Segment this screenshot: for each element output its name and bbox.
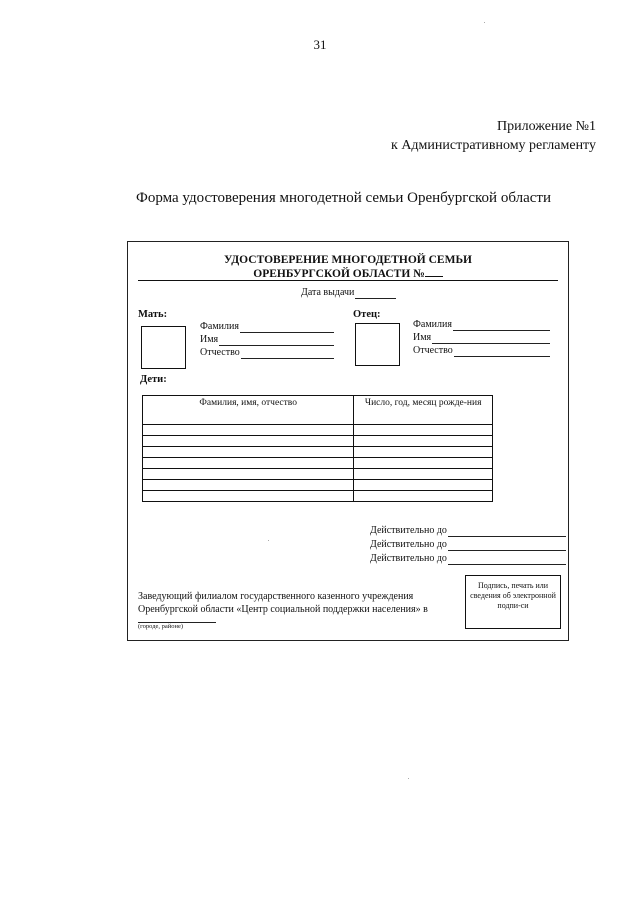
mother-name-line xyxy=(219,336,334,346)
signature-stamp-box: Подпись, печать или сведения об электронной подпи-си xyxy=(465,575,561,629)
father-name-label: Имя xyxy=(413,332,432,343)
birth-date-cell[interactable] xyxy=(354,425,493,436)
full-name-cell[interactable] xyxy=(143,491,354,502)
table-row xyxy=(143,480,493,491)
valid-until-line xyxy=(448,527,566,537)
appendix-line-2: к Административному регламенту xyxy=(391,138,596,153)
certificate-title-line-2 xyxy=(128,267,568,281)
valid-until-line xyxy=(448,555,566,565)
column-header-full-name: Фамилия, имя, отчество xyxy=(143,396,354,425)
valid-until-field[interactable] xyxy=(370,537,566,551)
table-row xyxy=(143,436,493,447)
valid-until-label: Действительно до xyxy=(370,525,447,536)
mother-patronymic-label: Отчество xyxy=(200,347,240,358)
column-header-birth-date: Число, год, месяц рожде-ния xyxy=(354,396,493,425)
birth-date-cell[interactable] xyxy=(354,458,493,469)
full-name-cell[interactable] xyxy=(143,425,354,436)
full-name-cell[interactable] xyxy=(143,469,354,480)
birth-date-cell[interactable] xyxy=(354,447,493,458)
father-surname-line xyxy=(453,321,550,331)
mother-fields xyxy=(200,320,334,359)
valid-until-label: Действительно до xyxy=(370,539,447,550)
city-caption: (городе, районе) xyxy=(138,623,184,630)
father-patronymic-line xyxy=(454,347,550,357)
issue-date-field[interactable] xyxy=(301,286,396,299)
father-name-line xyxy=(432,334,550,344)
manager-text: Заведующий филиалом государственного казенного учреждения Оренбургской области «Центр социальной поддержки населения» в xyxy=(138,591,428,615)
table-row xyxy=(143,425,493,436)
title-divider xyxy=(138,280,558,281)
mother-photo-box xyxy=(141,326,186,369)
mother-label: Мать: xyxy=(138,309,168,320)
table-row xyxy=(143,458,493,469)
father-photo-box xyxy=(355,323,400,366)
full-name-cell[interactable] xyxy=(143,458,354,469)
father-surname-field[interactable] xyxy=(413,318,550,331)
certificate-number-line xyxy=(425,267,443,277)
full-name-cell[interactable] xyxy=(143,480,354,491)
certificate-card xyxy=(127,241,569,641)
mother-patronymic-line xyxy=(241,349,334,359)
scan-speck xyxy=(408,778,409,779)
father-label: Отец: xyxy=(353,309,381,320)
certificate-number-label: ОРЕНБУРГСКОЙ ОБЛАСТИ № xyxy=(253,268,425,280)
birth-date-cell[interactable] xyxy=(354,469,493,480)
birth-date-cell[interactable] xyxy=(354,436,493,447)
scan-speck xyxy=(268,540,269,541)
father-surname-label: Фамилия xyxy=(413,319,452,330)
appendix-line-1: Приложение №1 xyxy=(497,119,596,134)
mother-name-field[interactable] xyxy=(200,333,334,346)
birth-date-cell[interactable] xyxy=(354,480,493,491)
birth-date-cell[interactable] xyxy=(354,491,493,502)
father-patronymic-field[interactable] xyxy=(413,344,550,357)
full-name-cell[interactable] xyxy=(143,436,354,447)
father-patronymic-label: Отчество xyxy=(413,345,453,356)
mother-patronymic-field[interactable] xyxy=(200,346,334,359)
issue-date-line xyxy=(355,289,396,299)
valid-until-line xyxy=(448,541,566,551)
certificate-title xyxy=(128,254,568,281)
table-row xyxy=(143,447,493,458)
full-name-cell[interactable] xyxy=(143,447,354,458)
appendix-header xyxy=(391,117,596,155)
table-row xyxy=(143,469,493,480)
valid-until-label: Действительно до xyxy=(370,553,447,564)
father-name-field[interactable] xyxy=(413,331,550,344)
page-number: 31 xyxy=(313,37,327,52)
mother-name-label: Имя xyxy=(200,334,219,345)
children-table-header xyxy=(143,396,493,425)
children-label: Дети: xyxy=(140,374,167,385)
valid-until-field[interactable] xyxy=(370,523,566,537)
mother-surname-field[interactable] xyxy=(200,320,334,333)
validity-block xyxy=(370,523,566,565)
table-row xyxy=(143,491,493,502)
children-table xyxy=(142,395,493,502)
mother-surname-line xyxy=(240,323,334,333)
scan-speck xyxy=(484,22,485,23)
issue-date-label: Дата выдачи xyxy=(301,287,355,298)
certificate-title-line-1: УДОСТОВЕРЕНИЕ МНОГОДЕТНОЙ СЕМЬИ xyxy=(223,254,472,266)
mother-surname-label: Фамилия xyxy=(200,321,239,332)
valid-until-field[interactable] xyxy=(370,551,566,565)
form-heading: Форма удостоверения многодетной семьи Оренбургской области xyxy=(136,190,551,206)
father-fields xyxy=(413,318,550,357)
